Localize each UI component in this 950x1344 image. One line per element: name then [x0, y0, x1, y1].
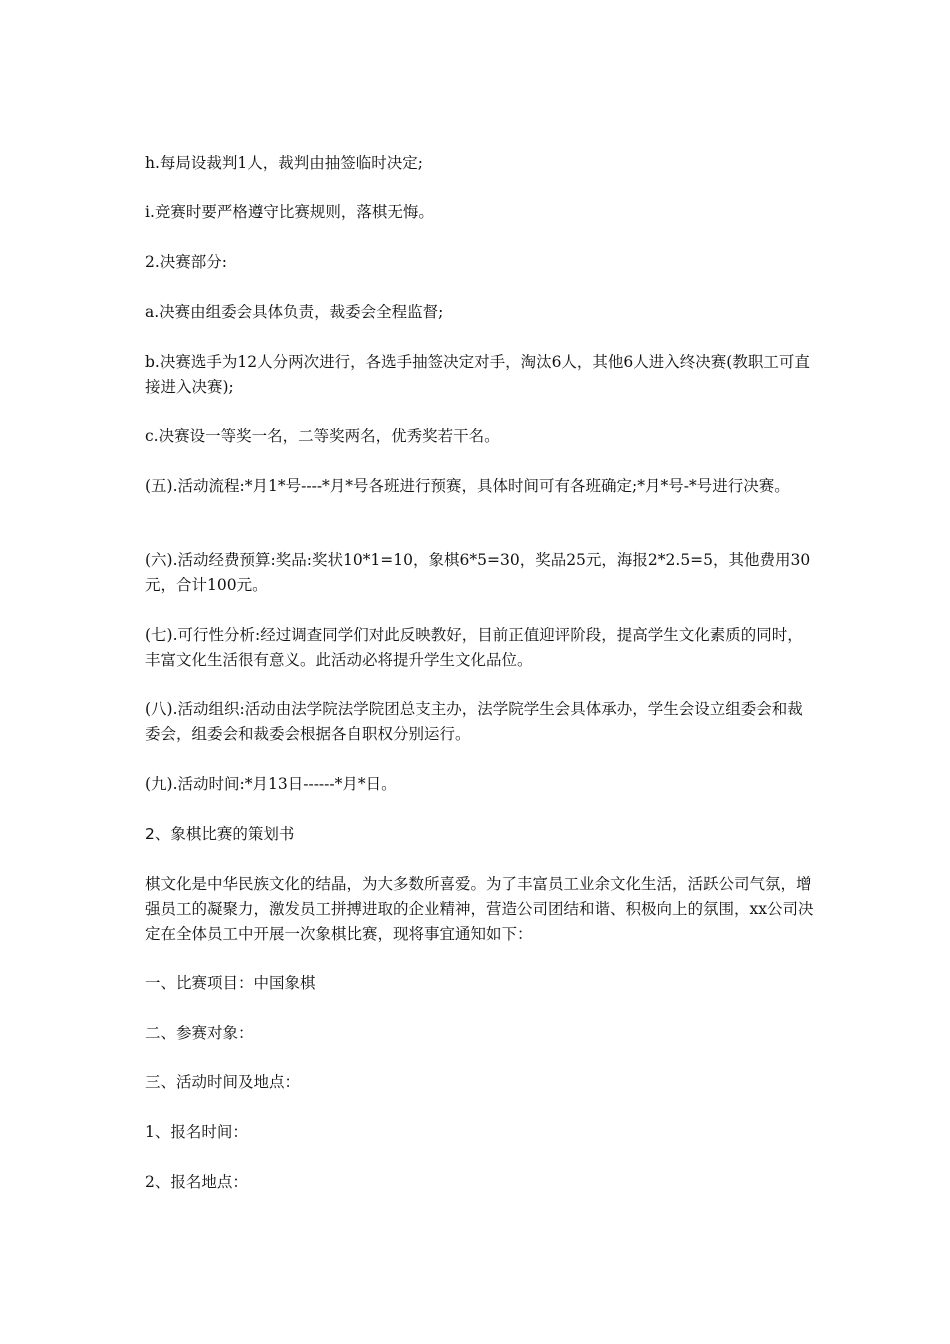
paragraph-signup-place: 2、报名地点：	[145, 1173, 248, 1191]
paragraph-final-c: c.决赛设一等奖一名，二等奖两名，优秀奖若干名。	[145, 427, 500, 445]
paragraph-final-section: 2.决赛部分:	[145, 253, 228, 271]
paragraph-activity-time: (九).活动时间:*月13日------*月*日。	[145, 775, 397, 793]
paragraph-item-1: 一、比赛项目：中国象棋	[145, 974, 316, 992]
paragraph-intro: 棋文化是中华民族文化的结晶，为大多数所喜爱。为了丰富员工业余文化生活，活跃公司气氛，增强员工的凝聚力，激发员工拼搏进取的企业精神，营造公司团结和谐、积极向上的氛围，xx公司决定在全体员工中开展一次象棋比赛，现将事宜通知如下：	[145, 875, 814, 943]
paragraph-activity-flow: (五).活动流程:*月1*号----*月*号各班进行预赛，具体时间可有各班确定;*月*号-*号进行决赛。	[145, 477, 790, 495]
paragraph-item-3: 三、活动时间及地点：	[145, 1073, 301, 1091]
paragraph-rule-h: h.每局设裁判1人，裁判由抽签临时决定;	[145, 154, 423, 172]
paragraph-feasibility: (七).可行性分析:经过调查同学们对此反映教好，目前正值迎评阶段，提高学生文化素质的同时，丰富文化生活很有意义。此活动必将提升学生文化品位。	[145, 626, 803, 669]
paragraph-rule-i: i.竞赛时要严格遵守比赛规则，落棋无悔。	[145, 203, 434, 221]
paragraph-final-a: a.决赛由组委会具体负责，裁委会全程监督;	[145, 303, 444, 321]
paragraph-budget: (六).活动经费预算:奖品:奖状10*1=10，象棋6*5=30，奖品25元，海报2*2.5=5，其他费用30元，合计100元。	[145, 551, 811, 594]
paragraph-signup-time: 1、报名时间：	[145, 1123, 248, 1141]
section-heading: 2、象棋比赛的策划书	[145, 825, 295, 843]
paragraph-final-b: b.决赛选手为12人分两次进行，各选手抽签决定对手，淘汰6人，其他6人进入终决赛(教职工可直接进入决赛);	[145, 353, 810, 396]
paragraph-organization: (八).活动组织:活动由法学院法学院团总支主办，法学院学生会具体承办，学生会设立组委会和裁委会，组委会和裁委会根据各自职权分别运行。	[145, 700, 803, 743]
paragraph-item-2: 二、参赛对象：	[145, 1024, 254, 1042]
